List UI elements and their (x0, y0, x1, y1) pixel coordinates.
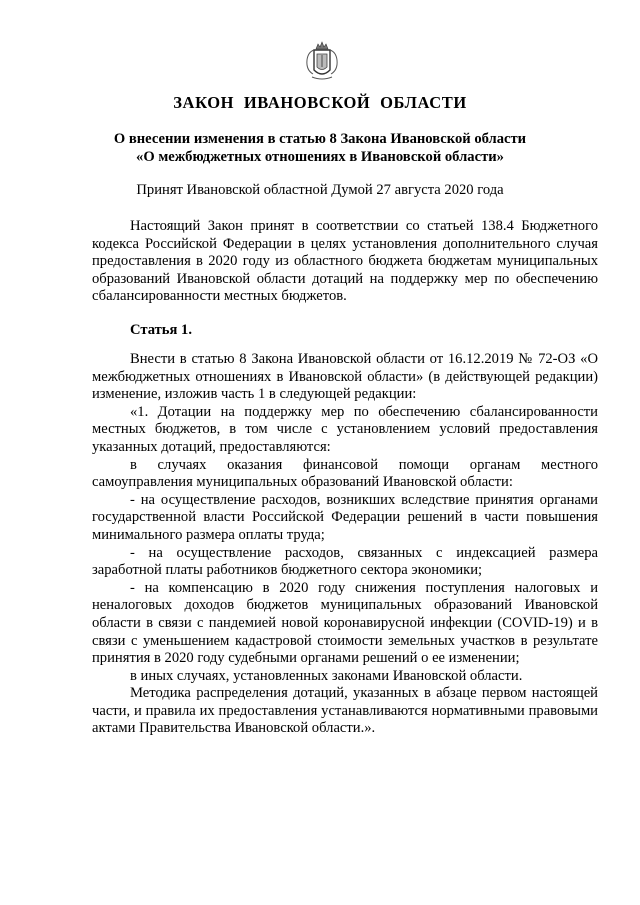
article-body (92, 351, 598, 738)
article-paragraph: «1. Дотации на поддержку мер по обеспечению сбалансированности местных бюджетов, в том числе с установлением условий предоставления указанных дотаций, предоставляются: (92, 403, 598, 455)
article-paragraph: в иных случаях, установленных законами Ивановской области. (130, 667, 523, 684)
article-paragraph: Методика распределения дотаций, указанных в абзаце первом настоящей части, и правила их предоставления устанавливаются нормативными правовыми актами Правительства Ивановской области.». (92, 685, 598, 737)
subtitle-line-1: О внесении изменения в статью 8 Закона Ивановской области (113, 131, 527, 147)
law-subtitle (0, 130, 640, 166)
article-list-item: - на осуществление расходов, связанных с индексацией размера заработной платы работников бюджетного сектора экономики; (92, 544, 598, 579)
article-list-item: - на осуществление расходов, возникших вследствие принятия органами государственной власти Российской Федерации решений в части повышения минимального размера оплаты труда; (92, 491, 598, 543)
intro-paragraph: Настоящий Закон принят в соответствии со статьей 138.4 Бюджетного кодекса Российской Федерации в целях установления дополнительного случая предоставления в 2020 году из областного бюджета бюджетам муниципальных образований Ивановской области дотаций на поддержку мер по обеспечению сбалансированности местных бюджетов. (92, 218, 598, 305)
intro-section (92, 218, 598, 306)
article-heading: Статья 1. (130, 322, 192, 338)
article-paragraph: Внести в статью 8 Закона Ивановской области от 16.12.2019 № 72-ОЗ «О межбюджетных отношениях в Ивановской области» (в действующей редакции) изменение, изложив часть 1 в следующей редакции: (92, 351, 598, 403)
law-title: ЗАКОН ИВАНОВСКОЙ ОБЛАСТИ (173, 93, 467, 112)
article-list-item: - на компенсацию в 2020 году снижения поступления налоговых и неналоговых доходов бюджетов муниципальных образований Ивановской области в связи с пандемией новой коронавирусной инфекции (COVID-19) и в связи с уменьшением кадастровой стоимости земельных участков в результате принятия в 2020 году судебными органами решений о ее изменении; (92, 579, 598, 667)
adoption-note: Принят Ивановской областной Думой 27 августа 2020 года (136, 182, 504, 198)
article-heading-block (92, 322, 598, 340)
subtitle-line-2: «О межбюджетных отношениях в Ивановской области» (136, 149, 504, 165)
coat-of-arms-icon (304, 40, 340, 82)
article-paragraph: в случаях оказания финансовой помощи органам местного самоуправления муниципальных образований Ивановской области: (92, 456, 598, 491)
